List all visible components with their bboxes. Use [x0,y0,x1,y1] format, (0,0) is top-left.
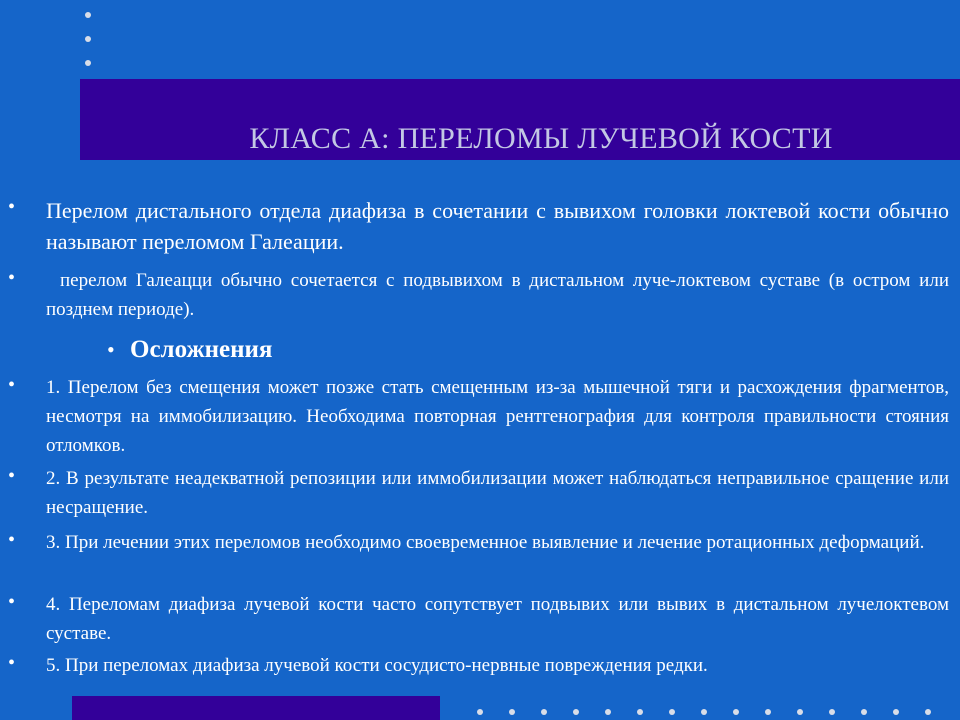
decorative-dot [925,709,931,715]
decorative-dot [893,709,899,715]
decorative-dot [85,36,91,42]
list-item: 4. Переломам диафиза лучевой кости часто сопутствует подвывих или вывих в дистальном лучелоктевом суставе. [46,594,949,644]
decorative-dot [733,709,739,715]
list-item: 3. При лечении этих переломов необходимо своевременное выявление и лечение ротационных деформаций. [46,532,925,553]
paragraph [46,266,949,324]
decorative-dot [509,709,515,715]
bullet-icon: • [8,267,16,289]
paragraph-text: перелом Галеацци обычно сочетается с подвывихом в дистальном луче-локтевом суставе (в остром или позднем периоде). [46,270,949,320]
decorative-dot [829,709,835,715]
decorative-dot [541,709,547,715]
list-item: 1. Перелом без смещения может позже стать смещенным из-за мышечной тяги и расхождения фрагментов, несмотря на иммобилизацию. Необходима повторная рентгенография для контроля правильности стояния отломков. [46,377,949,456]
decorative-dot [765,709,771,715]
decorative-dot [85,60,91,66]
decorative-dot [797,709,803,715]
bottom-bar [72,696,440,720]
decorative-dot [701,709,707,715]
list-item: 2. В результате неадекватной репозиции или иммобилизации может наблюдаться неправильное сращение или несращение. [46,468,949,518]
bullet-icon: • [8,374,16,396]
bullet-icon: • [8,465,16,487]
list-item: 5. При переломах диафиза лучевой кости сосудисто-нервные повреждения редки. [46,655,708,676]
decorative-dot [861,709,867,715]
bullet-icon: • [8,529,16,551]
bullet-icon: • [107,337,115,362]
decorative-dot [477,709,483,715]
paragraph: Перелом дистального отдела диафиза в сочетании с вывихом головки локтевой кости обычно называют переломом Галеации. [46,198,949,254]
bullet-icon: • [8,652,16,674]
decorative-dot [573,709,579,715]
decorative-dot [85,12,91,18]
slide-title: КЛАСС А: ПЕРЕЛОМЫ ЛУЧЕВОЙ КОСТИ [249,122,833,155]
bullet-icon: • [8,591,16,613]
subheading: Осложнения [130,336,273,363]
bullet-icon: • [8,196,16,218]
title-bar [80,79,960,160]
decorative-dot [637,709,643,715]
decorative-dot [669,709,675,715]
decorative-dot [605,709,611,715]
